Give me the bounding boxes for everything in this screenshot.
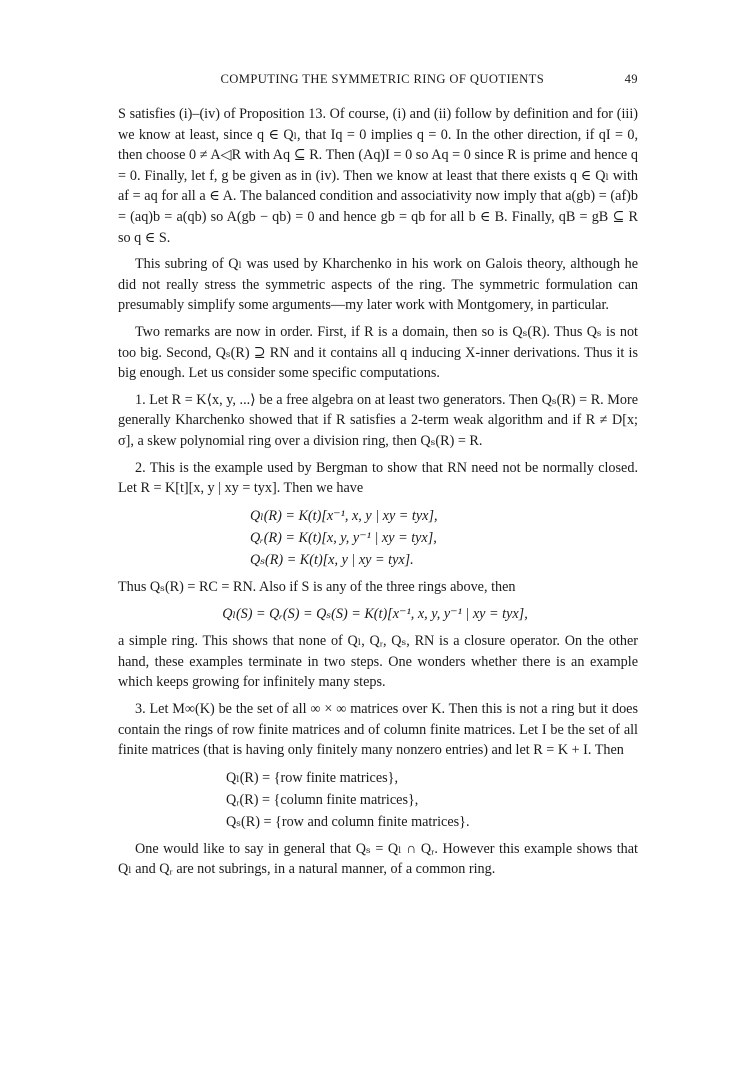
equation-line: Qₛ(R) = K(t)[x, y | xy = tyx]. xyxy=(250,551,414,568)
paragraph-remarks: Two remarks are now in order. First, if R is a domain, then so is Qₛ(R). Thus Qₛ is not too big. Second, Qₛ(R) ⊇ RN and it contains all q inducing X-inner derivations. Thus it is big enough. Let us consider some specific computations. xyxy=(118,323,638,382)
paragraph-example-3: 3. Let M∞(K) be the set of all ∞ × ∞ matrices over K. Then this is not a ring but it does contain the rings of row finite matrices and of column finite matrices. Let I be the set of all finite matrices (that is having only finitely many nonzero entries) and let R = K + I. Then xyxy=(118,701,638,759)
paragraph-thus: Thus Qₛ(R) = RC = RN. Also if S is any of the three rings above, then xyxy=(118,578,516,595)
display-equation-2 xyxy=(118,603,638,625)
paragraph-conclusion: One would like to say in general that Qₛ = Qₗ ∩ Qᵣ. However this example shows that Qₗ and Qᵣ are not subrings, in a natural manner, of a common ring. xyxy=(118,840,638,878)
equation-line: Qₗ(S) = Qᵣ(S) = Qₛ(S) = K(t)[x⁻¹, x, y, y⁻¹ | xy = tyx], xyxy=(222,606,528,623)
page-number: 49 xyxy=(624,72,638,86)
display-equations-1 xyxy=(118,505,638,571)
display-equations-3 xyxy=(118,767,638,833)
paragraph-example-2: 2. This is the example used by Bergman to show that RN need not be normally closed. Let R = K[t][x, y | xy = tyx]. Then we have xyxy=(118,459,638,497)
paragraph-proof-end: S satisfies (i)–(iv) of Proposition 13. Of course, (i) and (ii) follow by definition and for (iii) we know at least, since q ∈ Qₗ, that Iq = 0 implies q = 0. In the other direction, if qI = 0, then choose 0 ≠ A◁R with Aq ⊆ R. Then (Aq)I = 0 so Aq = 0 since R is prime and hence q = 0. Finally, let f, g be given as in (iv). Then we know at least that there exists q ∈ Qₗ with af = aq for all a ∈ A. The balanced condition and associativity now imply that a(gb) = (af)b = (aq)b = a(qb) so A(gb − qb) = 0 and hence gb = qb for all b ∈ B. Finally, qB = gB ⊆ R so q ∈ S. xyxy=(118,106,638,246)
page xyxy=(118,72,638,880)
paragraph-example-1: 1. Let R = K⟨x, y, ...⟩ be a free algebra on at least two generators. Then Qₛ(R) = R. More generally Kharchenko showed that if R satisfies a 2-term weak algorithm and if R ≠ D[x; σ], a skew polynomial ring over a division ring, then Qₛ(R) = R. xyxy=(118,391,638,449)
paragraph-kharchenko: This subring of Qₗ was used by Kharchenko in his work on Galois theory, although he did not really stress the symmetric aspects of the ring. The symmetric formulation can presumably simplify some arguments—my later work with Montgomery, in particular. xyxy=(118,256,638,314)
running-header xyxy=(118,72,638,87)
equation-line: Qₗ(R) = {row finite matrices}, xyxy=(226,769,399,786)
equation-line: Qᵣ(R) = {column finite matrices}, xyxy=(226,791,419,808)
equation-line: Qₛ(R) = {row and column finite matrices}. xyxy=(226,813,470,830)
paragraph-simple-ring: a simple ring. This shows that none of Qₗ, Qᵣ, Qₛ, RN is a closure operator. On the other hand, these examples terminate in two steps. One wonders whether there is an example which keeps growing for infinitely many steps. xyxy=(118,633,638,691)
equation-line: Qₗ(R) = K(t)[x⁻¹, x, y | xy = tyx], xyxy=(250,507,438,524)
running-title: COMPUTING THE SYMMETRIC RING OF QUOTIENTS xyxy=(220,72,545,86)
equation-line: Qᵣ(R) = K(t)[x, y, y⁻¹ | xy = tyx], xyxy=(250,529,437,546)
